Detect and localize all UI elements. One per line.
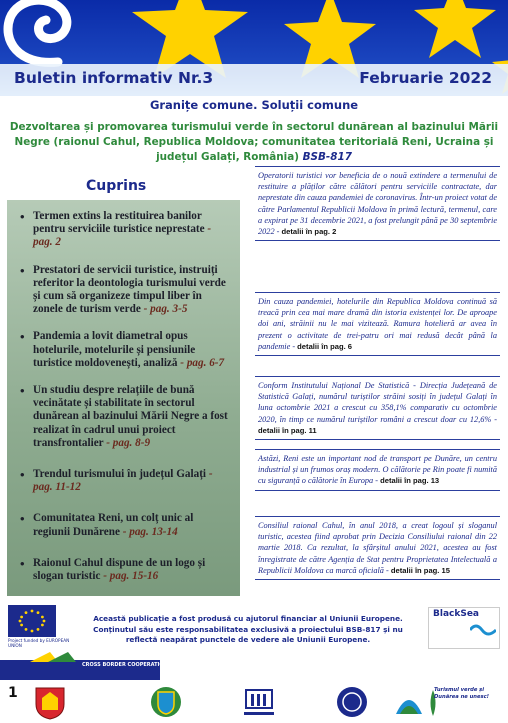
project-code: BSB-817 <box>302 151 352 163</box>
news-card-text: Operatorii turistici vor beneficia de o nouă extindere a termenului de restituire a plăților către călători pentru serviciile contractate, dar neprestate din cauza pandemiei de coronavirus. Într-un proiect votat de către Parlamentul Republicii Moldova în primă lectură, termenul, care a expirat pe 31 decembrie 2021, a fost prelungit până pe 30 septembrie 2022 - <box>258 171 497 237</box>
toc-item-page: - pag. 6-7 <box>180 356 225 369</box>
toc-item[interactable] <box>33 557 230 583</box>
toc-item-page: - pag. 13-14 <box>122 525 178 538</box>
news-card-detail-link[interactable]: detalii în pag. 11 <box>258 425 317 435</box>
galati-university-logo <box>242 684 276 720</box>
news-card-detail-link[interactable]: detalii în pag. 15 <box>390 565 450 575</box>
news-card-detail-link[interactable]: detalii în pag. 6 <box>297 341 353 351</box>
page-number: 1 <box>8 685 18 701</box>
slogan: Granițe comune. Soluții comune <box>149 98 359 112</box>
toc-item-text: Trendul turismului în județul Galați <box>33 468 207 481</box>
partner-ngo-logo <box>392 684 426 720</box>
toc-item-page: - pag. 2 <box>33 223 212 249</box>
toc-item-text: Comunitatea Reni, un colț unic al regiunii Dunărene <box>33 512 194 538</box>
toc-item-text: Pandemia a lovit diametral opus hotelurile, motelurile și pensiunile turistice moldovenești, analiză <box>33 330 196 369</box>
partner-seal-logo <box>334 684 370 720</box>
header-banner <box>0 0 508 96</box>
toc-item[interactable] <box>33 384 230 450</box>
news-card <box>255 292 500 356</box>
news-card-text: Consiliul raional Cahul, în anul 2018, a creat logoul și sloganul turistic, acestea fiind aprobat prin Decizia Consiliului raional din 22 martie 2018. Ca rezultat, la sfârșitul anului 2021, acestea au fost înregistrate de către Agenția de Stat pentru Proprietatea Intelectuală a Republicii Moldova ca marcă oficială - <box>258 521 497 575</box>
cbc-arrows-icon <box>30 650 80 664</box>
toc-item[interactable] <box>33 468 230 494</box>
project-title <box>0 120 508 165</box>
toc-item-page: - pag. 15-16 <box>103 570 159 583</box>
toc-item-text: Un studiu despre relațiile de bună vecinătate și stabilitate în sectorul dunărean al bazinului Mării Negre a fost realizat în cadrul unui proiect transfrontalier <box>33 384 228 449</box>
toc-item[interactable] <box>33 264 230 317</box>
news-card-text: Din cauza pandemiei, hotelurile din Republica Moldova continuă să treacă prin cea mai mare dramă din istoria existenței lor. De aproape doi ani, străinii nu le mai vizitează. Ramura hotelieră ar avea în prezent o activitate de trei-patru ori mai redusă decât până la pandemie - <box>258 297 497 351</box>
news-card-text: Conform Institutului Național De Statistică - Direcția Județeană de Statistică Galați, numărul turiștilor străini sosiți în județul Galați în luna octombrie 2021 a crescut cu 358,1% comparativ cu octombrie 2020, în timp ce numărul turiștilor români a crescut doar cu 12,6% - <box>258 381 497 424</box>
wave-icon <box>470 620 496 636</box>
toc-heading: Cuprins <box>86 178 147 194</box>
bulletin-date: Februarie 2022 <box>359 69 492 87</box>
news-card <box>255 376 500 440</box>
news-card <box>255 516 500 580</box>
toc-item-page: - pag. 3-5 <box>143 303 188 316</box>
toc-item-text: Raionul Cahul dispune de un logo și slogan turistic <box>33 556 206 583</box>
toc-item[interactable] <box>33 210 230 250</box>
toc-item-text: Termen extins la restituirea banilor pentru serviciile turistice neprestate <box>33 210 205 236</box>
cahul-crest-icon <box>32 684 68 720</box>
news-card <box>255 166 500 241</box>
cross-border-label: CROSS BORDER COOPERATION <box>82 662 168 668</box>
toc-item-page: - pag. 11-12 <box>33 468 213 494</box>
tagline <box>434 687 504 701</box>
news-card-text: Astăzi, Reni este un important nod de transport pe Dunăre, un centru industrial și un frumos oraș modern. O călătorie pe Rin poate fi numită cu siguranță o călătorie în Europa - <box>258 454 497 486</box>
tagline-title: Turismul verde și Dunărea ne unesc! <box>434 687 490 700</box>
news-card-detail-link[interactable]: detalii în pag. 2 <box>281 227 337 237</box>
toc-box <box>7 200 240 596</box>
toc-item[interactable] <box>33 330 230 370</box>
bulletin-title: Buletin informativ Nr.3 <box>14 69 214 87</box>
news-card <box>255 449 500 491</box>
reni-crest-icon <box>148 684 184 720</box>
news-card-detail-link[interactable]: detalii în pag. 13 <box>380 476 440 486</box>
disclaimer-text: Această publicație a fost produsă cu ajutorul financiar al Uniunii Europene. Conținutul său este responsabilitatea exclusivă a proiectului BSB-817 și nu reflectă neapărat punctele de vedere ale Uniunii Europene. <box>93 614 403 644</box>
toc-item[interactable] <box>33 512 230 538</box>
toc-item-page: - pag. 8-9 <box>106 436 151 449</box>
toc-item-text: Prestatori de servicii turistice, instruiți referitor la deontologia turismului verde și cum să organizeze timpul liber în zonele de turism verde <box>33 263 226 316</box>
funded-label: Project funded by EUROPEAN UNION <box>8 638 70 648</box>
project-title-text: Dezvoltarea și promovarea turismului verde în sectorul dunărean al bazinului Mării Negre (raionul Cahul, Republica Moldova; comunitatea teritorială Reni, Ucraina și județul Galați, România) <box>9 121 499 163</box>
blacksea-logo-text: BlackSea <box>433 609 479 619</box>
